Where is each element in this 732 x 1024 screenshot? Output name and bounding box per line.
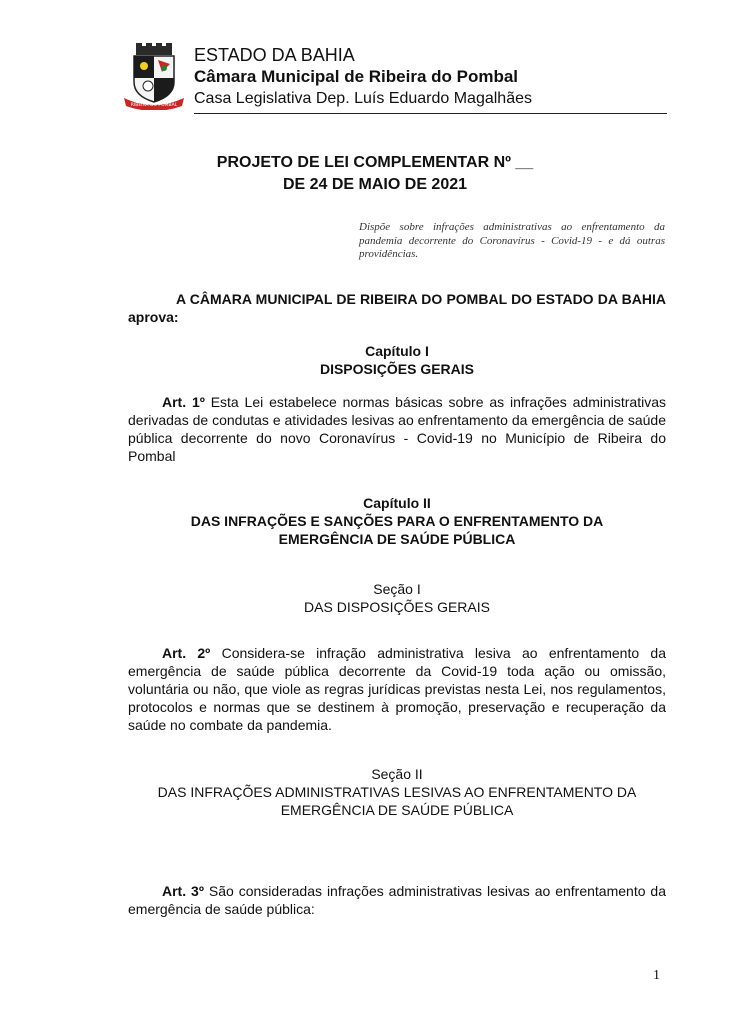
article-2-text: Considera-se infração administrativa lesiva ao enfrentamento da emergência de saúde pública decorrente da Covid-19 toda ação ou omissão, voluntária ou não, que viole as regras jurídicas previstas nesta Lei, nos regulamentos, protocolos e normas que se destinem à promoção, preservação e recuperação da saúde no combate da pandemia. xyxy=(128,645,666,733)
letterhead xyxy=(122,40,667,116)
article-2-label: Art. 2º xyxy=(162,645,222,661)
chapter-2-title-line-1: DAS INFRAÇÕES E SANÇÕES PARA O ENFRENTAMENTO DA xyxy=(190,513,604,529)
section-2-heading xyxy=(128,765,666,819)
section-2-title-line-2: EMERGÊNCIA DE SAÚDE PÚBLICA xyxy=(280,802,514,818)
article-2 xyxy=(128,644,666,734)
section-2-title-line-1: DAS INFRAÇÕES ADMINISTRATIVAS LESIVAS AO ENFRENTAMENTO DA xyxy=(157,784,637,800)
article-3-text: São consideradas infrações administrativas lesivas ao enfrentamento da emergência de saúde pública: xyxy=(128,883,666,917)
page-number: 1 xyxy=(653,968,660,983)
section-2-label: Seção II xyxy=(371,766,423,782)
chapter-1-title: DISPOSIÇÕES GERAIS xyxy=(319,361,475,377)
chamber-name: Câmara Municipal de Ribeira do Pombal xyxy=(194,67,519,86)
preamble: A CÂMARA MUNICIPAL DE RIBEIRA DO POMBAL DO ESTADO DA BAHIA aprova: xyxy=(128,291,666,325)
municipal-crest-icon xyxy=(122,42,186,110)
chapter-2-label: Capítulo II xyxy=(363,495,431,511)
section-1-title: DAS DISPOSIÇÕES GERAIS xyxy=(304,599,490,615)
article-1-label: Art. 1º xyxy=(162,394,211,410)
section-1-heading xyxy=(128,580,666,616)
article-3-label: Art. 3º xyxy=(162,883,209,899)
article-1 xyxy=(128,393,666,465)
article-3 xyxy=(128,882,666,918)
chapter-2-title-line-2: EMERGÊNCIA DE SAÚDE PÚBLICA xyxy=(278,531,516,547)
ementa: Dispõe sobre infrações administrativas ao enfrentamento da pandemia decorrente do Coronavírus - Covid-19 - e dá outras providências. xyxy=(359,221,665,260)
state-name: ESTADO DA BAHIA xyxy=(194,45,355,65)
letterhead-text xyxy=(194,44,532,110)
title-line-2: DE 24 DE MAIO DE 2021 xyxy=(282,176,468,193)
article-1-text: Esta Lei estabelece normas básicas sobre as infrações administrativas derivadas de condutas e atividades lesivas ao enfrentamento da emergência de saúde pública decorrente do novo Coronavírus - Covid-19 no Município de Ribeira do Pombal xyxy=(128,394,666,464)
crest-ribbon-text: RIBEIRA DO POMBAL xyxy=(130,103,178,108)
chapter-1-heading xyxy=(128,342,666,378)
chapter-1-label: Capítulo I xyxy=(365,343,429,359)
title-line-1: PROJETO DE LEI COMPLEMENTAR Nº __ xyxy=(216,154,534,171)
house-name: Casa Legislativa Dep. Luís Eduardo Magalhães xyxy=(194,90,532,107)
header-divider xyxy=(194,113,667,114)
section-1-label: Seção I xyxy=(373,581,421,597)
chapter-2-heading xyxy=(128,494,666,548)
document-title xyxy=(150,152,600,196)
